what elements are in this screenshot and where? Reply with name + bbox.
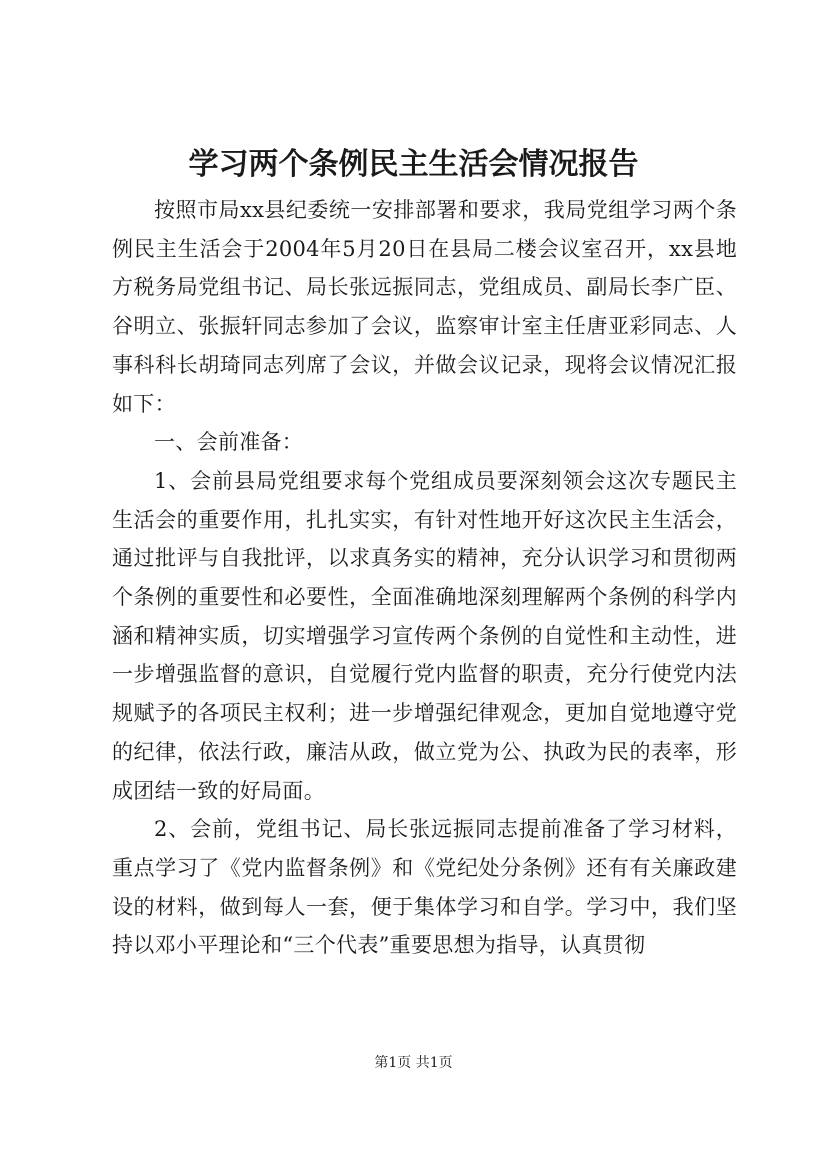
- document-title: 学习两个条例民主生活会情况报告: [188, 147, 639, 182]
- paragraph-intro: 按照市局xx县纪委统一安排部署和要求，我局党组学习两个条例民主生活会于2004年5月20日在县局二楼会议室召开，xx县地方税务局党组书记、局长张远振同志，党组成员、副局长李广臣、谷明立、张振轩同志参加了会议，监察审计室主任唐亚彩同志、人事科科长胡琦同志列席了会议，并做会议记录，现将会议情况汇报如下：: [112, 198, 737, 416]
- page-footer: [0, 1053, 827, 1073]
- paragraph-item-2: 2、会前，党组书记、局长张远振同志提前准备了学习材料，重点学习了《党内监督条例》和《党纪处分条例》还有有关廉政建设的材料，做到每人一套，便于集体学习和自学。学习中，我们坚持以邓小平理论和“三个代表”重要思想为指导，认真贯彻: [112, 817, 737, 958]
- section-heading-preparation: 一、会前准备：: [154, 430, 304, 455]
- paragraph-item-1: 1、会前县局党组要求每个党组成员要深刻领会这次专题民主生活会的重要作用，扎扎实实，有针对性地开好这次民主生活会，通过批评与自我批评，以求真务实的精神，充分认识学习和贯彻两个条例的重要性和必要性，全面准确地深刻理解两个条例的科学内涵和精神实质，切实增强学习宣传两个条例的自觉性和主动性，进一步增强监督的意识，自觉履行党内监督的职责，充分行使党内法规赋予的各项民主权利；进一步增强纪律观念，更加自觉地遵守党的纪律，依法行政，廉洁从政，做立党为公、执政为民的表率，形成团结一致的好局面。: [112, 468, 737, 803]
- page-number-indicator: 第1页 共1页: [374, 1055, 453, 1071]
- document-body: [112, 191, 737, 965]
